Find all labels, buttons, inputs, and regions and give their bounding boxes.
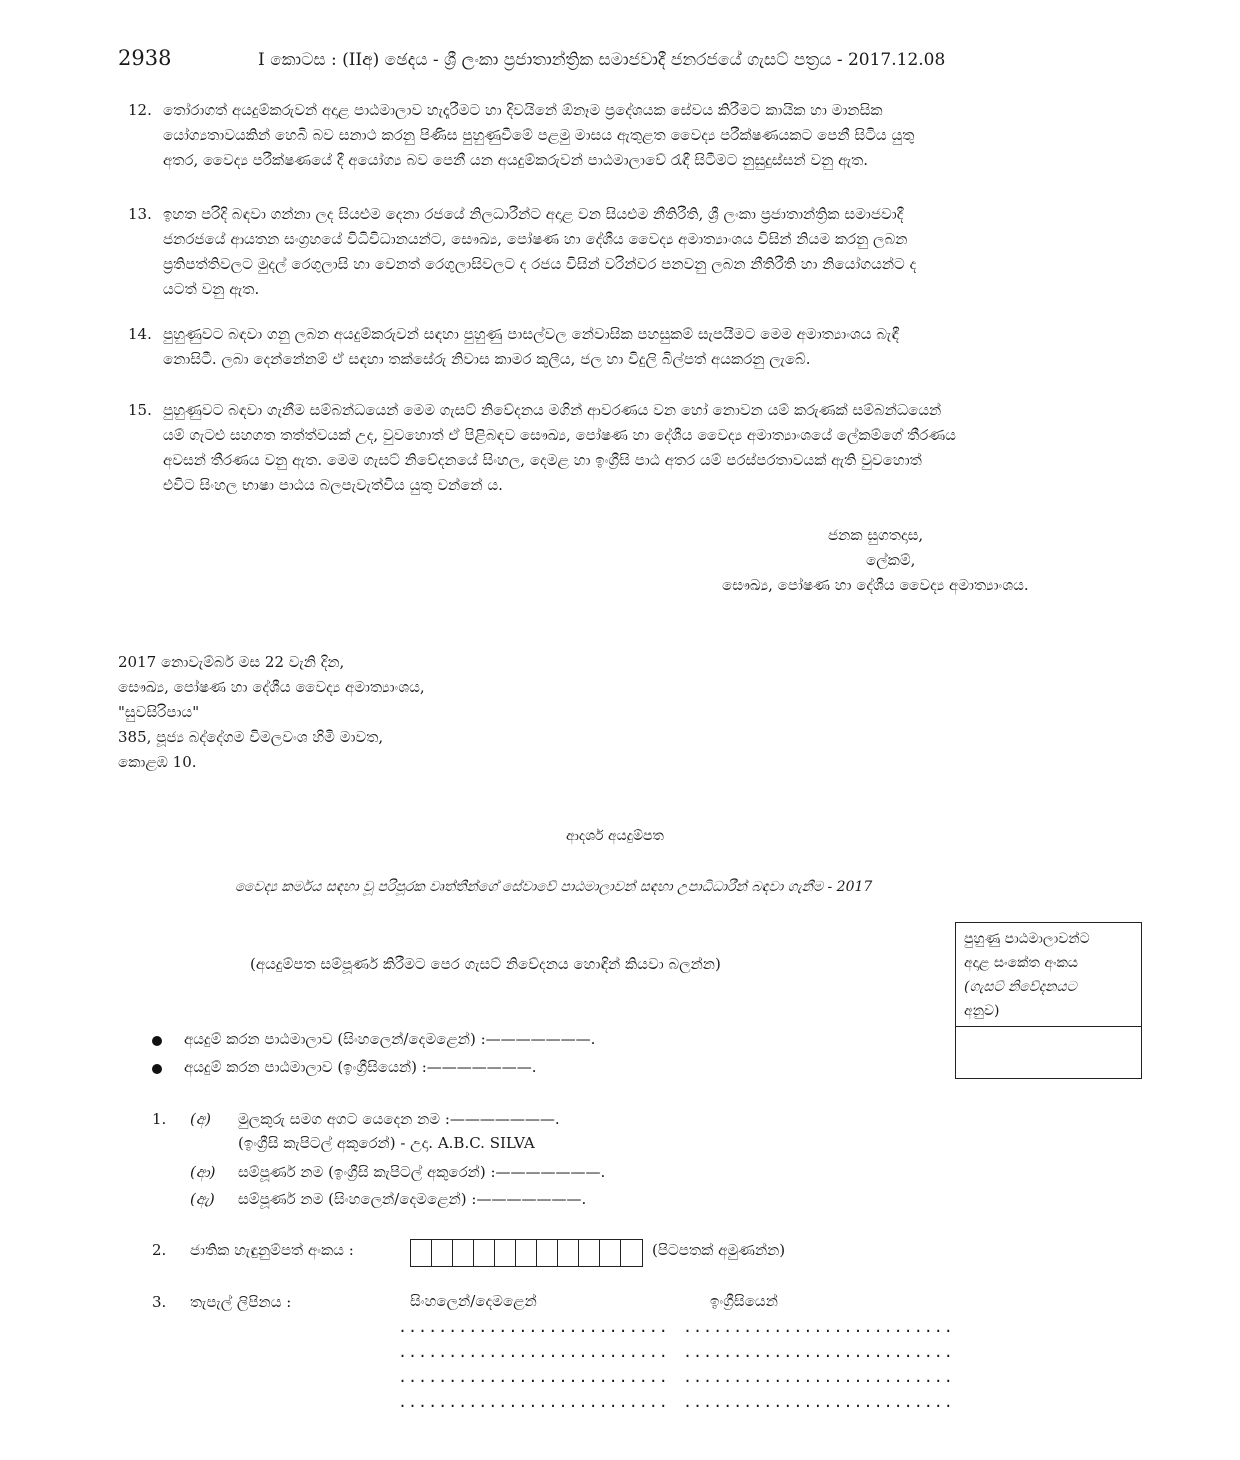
code-box-line: (ගැසට් නිවේදනයට [964,979,1077,995]
signatory-name: ජනක සුගතදාස, [828,526,924,544]
address-sinhala-line[interactable]: ........................... [398,1368,669,1386]
address-sinhala-line[interactable]: ........................... [398,1393,669,1411]
address-english-line[interactable]: ........................... [683,1368,954,1386]
gazette-header: I කොටස : (IIඅ) ඡෙදය - ශ්‍රී ලංකා ප්‍රජාතාන්ත්‍රික සමාජවාදී ජනරජයේ ගැසට් පත්‍රය - 2017.12.08 [258,50,946,70]
paragraph-line: ඉහත පරිදි බඳවා ගන්නා ලද සියළුම දෙනා රජයේ නිලධාරීන්ට අදාළ වන සියළුම නීතිරීති, ශ්‍රී ලංකා ප්‍රජාතාන්ත්‍රික සමාජවාදී [163,205,904,223]
signatory-designation: ලේකම්, [866,551,916,569]
address-line: 385, පූජ්‍ය බද්දේගම විමලවංශ හිමි මාවත, [118,728,384,746]
nic-digit-cell[interactable] [558,1240,579,1266]
address-date: 2017 නොවැම්බර් මස 22 වැනි දින, [118,653,345,671]
name-with-initials-hint: (ඉංග්‍රීසි කැපිටල් අකුරෙන්) - උදා. A.B.C. SILVA [238,1134,535,1152]
address-sinhala-line[interactable]: ........................... [398,1343,669,1361]
nic-note: (පිටපතක් අමුණන්න) [652,1241,786,1259]
full-name-english-field[interactable]: සම්පූර්ණ නම (ඉංග්‍රීසි කැපිටල් අකුරෙන්) :———————. [238,1163,606,1181]
paragraph-line: නොසිටී. ලබා දෙන්නේනම් ඒ සඳහා තක්සේරු නිවාස කාමර කුලීය, ජල හා විදුලි බිල්පත් අයකරනු ලැබේ. [163,350,811,368]
paragraph-line: අතර, වෛද්‍ය පරීක්ෂණයේ දී අයෝග්‍ය බව පෙනී යන අයදුම්කරුවන් පාඨමාලාවේ රැඳී සිටීමට නුසුදුස්සන් වනු ඇත. [163,151,869,169]
nic-digit-cell[interactable] [579,1240,600,1266]
nic-digit-cell[interactable] [495,1240,516,1266]
postal-address-label: තැපැල් ලිපිනය : [190,1293,292,1311]
paragraph-line: තෝරාගත් අයදුම්කරුවන් අදාළ පාඨමාලාව හැදෑරීමට හා දිවයිනේ ඕනෑම ප්‍රදේශයක සේවය කිරීමට කායික හා මානසික [163,101,883,119]
page-number: 2938 [118,46,172,70]
nic-digit-cell[interactable] [432,1240,453,1266]
nic-digit-cell[interactable] [621,1240,642,1266]
field-label: අයදුම් කරන පාඨමාලාව (සිංහලෙන්/දෙමළෙන්) :———————. [184,1030,596,1048]
code-box-line: අදාළ සංකේත අංකය [964,955,1078,971]
sub-item-mark: (ඇ) [190,1190,215,1208]
paragraph-line: පුහුණුවට බඳවා ගැනීම සම්බන්ධයෙන් මෙම ගැසට් නිවේදනය මගින් ආවරණය වන හෝ නොවන යම් කරුණක් සම්බන්ධයෙන් [163,401,942,419]
address-english-line[interactable]: ........................... [683,1343,954,1361]
paragraph-line: ජනරජයේ ආයතන සංග්‍රහයේ විධිවිධානයන්ට, සෞඛ්‍ය, පෝෂණ හා දේශීය වෛද්‍ය අමාත්‍යාංශය විසින් නියම කරනු ලබන [163,230,908,248]
item-number: 2. [152,1241,167,1259]
form-instruction: (අයදුම්පත සම්පූර්ණ කිරීමට පෙර ගැසට් නිවේදනය හොඳින් කියවා බලන්න) [250,955,721,973]
nic-digit-cell[interactable] [600,1240,621,1266]
paragraph-number: 15. [128,401,152,419]
nic-digit-cell[interactable] [411,1240,432,1266]
nic-digit-cell[interactable] [474,1240,495,1266]
address-english-line[interactable]: ........................... [683,1393,954,1411]
name-with-initials-field[interactable]: මුලකුරු සමග අගට යෙදෙන නම :———————. [238,1110,560,1128]
code-box-line: පුහුණු පාඨමාලාවන්ට [964,931,1090,947]
bullet-icon [152,1036,162,1046]
address-sinhala-line[interactable]: ........................... [398,1318,669,1336]
address-english-line[interactable]: ........................... [683,1318,954,1336]
paragraph-line: යම් ගැටළු සහගත තත්ත්වයක් උද, වුවහොත් ඒ පිළිබඳව සෞඛ්‍ය, පෝෂණ හා දේශීය වෛද්‍ය අමාත්‍යාංශයේ ලේකම්ගේ තීරණය [163,426,956,444]
paragraph-line: පුහුණුවට බඳවා ගනු ලබන අයදුම්කරුවන් සඳහා පුහුණු පාසල්වල නේවාසික පහසුකම් සැපයීමට මෙම අමාත්‍යාංශය බැඳී [163,325,899,343]
sub-item-mark: (ආ) [190,1163,216,1181]
paragraph-number: 14. [128,325,152,343]
nic-label: ජාතික හැඳුනුම්පත් අංකය : [190,1241,354,1259]
address-line: කොළඹ 10. [118,753,197,771]
address-line: සෞඛ්‍ය, පෝෂණ හා දේශීය වෛද්‍ය අමාත්‍යාංශය, [118,678,425,696]
course-code-label [956,923,1141,1027]
paragraph-number: 12. [128,101,152,119]
form-label: ආදර්ශ අයදුම්පත [566,828,664,844]
sinhala-column-heading: සිංහලෙන්/දෙමළෙන් [410,1292,537,1310]
paragraph-line: එවිට සිංහල භාෂා පාඨය බලපැවැත්විය යුතු වන්නේ ය. [163,476,503,494]
form-title: වෛද්‍ය කර්මය සඳහා වූ පරිපූරක වෘත්තීන්ගේ සේවාවේ පාඨමාලාවන් සඳහා උපාධිධාරීන් බඳවා ගැනීම - 2017 [235,879,873,895]
code-box-line: අනුව) [964,1003,1000,1019]
full-name-sinhala-field[interactable]: සම්පූර්ණ නම (සිංහලෙන්/දෙමළෙන්) :———————. [238,1190,587,1208]
bullet-icon [152,1064,162,1074]
paragraph-number: 13. [128,205,152,223]
signatory-ministry: සෞඛ්‍ය, පෝෂණ හා දේශීය වෛද්‍ය අමාත්‍යාංශය. [722,576,1029,594]
sub-item-mark: (අ) [190,1110,211,1128]
paragraph-line: යෝග්‍යතාවයකින් හෙබි බව සනාථ කරනු පිණිස පුහුණුවීමේ පළමු මාසය ඇතුළත වෛද්‍ය පරීක්ෂණයකට පෙනී සිටිය යුතු [163,126,915,144]
paragraph-line: යටත් වනු ඇත. [163,280,260,298]
item-number: 1. [152,1110,167,1128]
nic-number-input[interactable] [410,1239,643,1267]
english-column-heading: ඉංග්‍රීසියෙන් [710,1292,778,1310]
course-code-box [955,922,1142,1079]
paragraph-line: අවසන් තීරණය වනු ඇත. මෙම ගැසට් නිවේදනයේ සිංහල, දෙමළ හා ඉංග්‍රීසි පාඨ අතර යම් පරස්පරතාවයක් ඇති වුවහොත් [163,451,922,469]
nic-digit-cell[interactable] [537,1240,558,1266]
item-number: 3. [152,1293,167,1311]
address-line: "සුවසිරිපාය" [118,703,200,721]
nic-digit-cell[interactable] [516,1240,537,1266]
field-label: අයදුම් කරන පාඨමාලාව (ඉංග්‍රීසියෙන්) :———————. [184,1058,537,1076]
paragraph-line: ප්‍රතිපත්තිවලට මුදල් රෙගුලාසි හා වෙනත් රෙගුලාසිවලට ද රජය විසින් වරින්වර පනවනු ලබන නීතිරීති හා නියෝගයන්ට ද [163,255,917,273]
nic-digit-cell[interactable] [453,1240,474,1266]
